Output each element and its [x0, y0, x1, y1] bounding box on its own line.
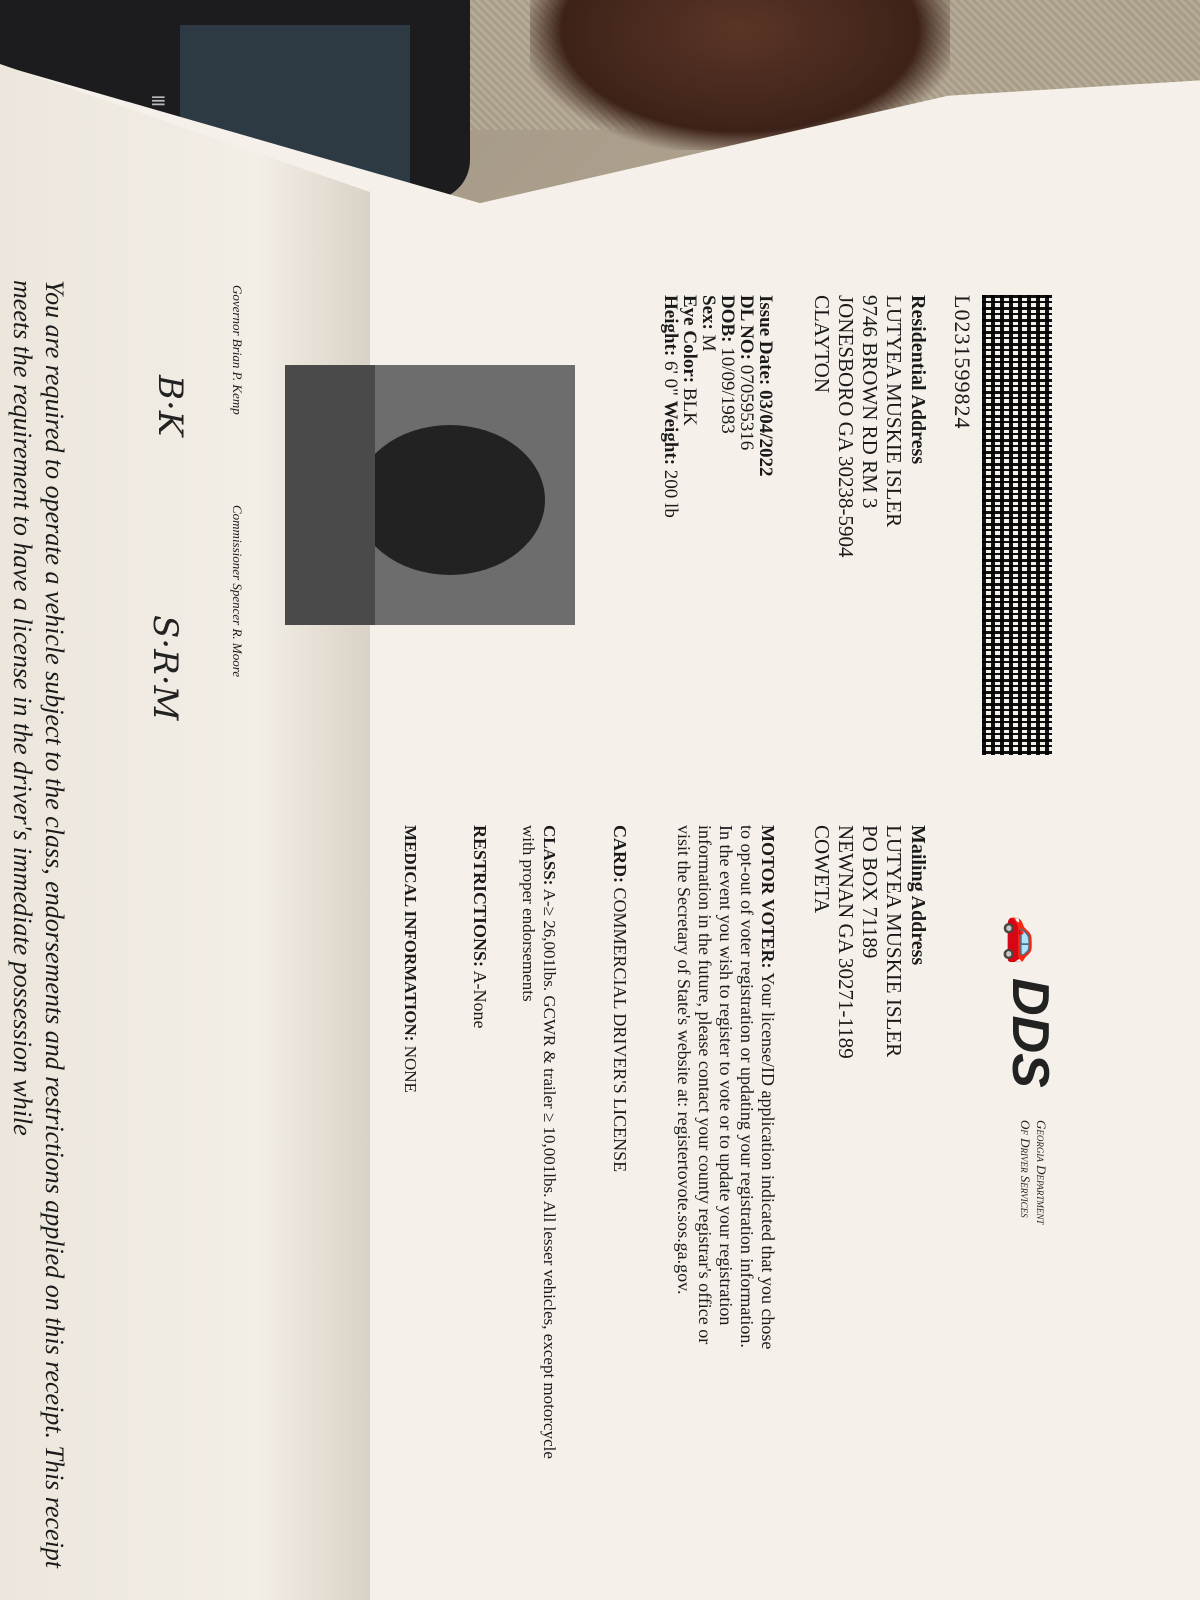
residential-address [810, 295, 930, 558]
date-of-birth: DOB: 10/09/1983 [717, 295, 738, 434]
residential-city: JONESBORO GA 30238-5904 [834, 295, 858, 558]
tablet-menu-icon: ≡ [150, 88, 167, 112]
issue-date: Issue Date: 03/04/2022 [755, 295, 776, 477]
motor-voter-notice: MOTOR VOTER: Your license/ID application indicated that you chose to opt-out of voter registration or updating your registration information. In the event you wish to register to vote or to update your registration information in the future, please contact your county registrar's office or visit the Secretary of State's website at: registertovote.sos.ga.gov. [674, 825, 778, 1350]
photo-shirt [285, 365, 375, 625]
commissioner-caption: Commissioner Spencer R. Moore [230, 505, 245, 678]
barcode-number: L0231599824 [950, 295, 975, 430]
barcode [982, 295, 1052, 755]
georgia-car-icon: 🚗 [1002, 915, 1048, 965]
residential-county: CLAYTON [810, 295, 834, 394]
possession-notice: You are required to operate a vehicle subject to the class, endorsements and restrictions applied on this receipt. This receipt meets the requirement to have a license in the driver's immediate possession while [8, 280, 69, 1569]
eye-color: Eye Color: BLK [679, 295, 700, 426]
governor-caption: Governor Brian P. Kemp [230, 285, 245, 415]
identity-details [661, 295, 775, 518]
dl-number: DL NO: 070595316 [736, 295, 757, 451]
mailing-name: LUTYEA MUSKIE ISLER [882, 825, 906, 1058]
residential-heading: Residential Address [907, 295, 929, 465]
mailing-heading: Mailing Address [907, 825, 929, 966]
commissioner-signature: S·R·M [145, 615, 185, 721]
mailing-pobox: PO BOX 71189 [858, 825, 882, 959]
license-photo [285, 365, 575, 625]
photo-head [355, 425, 545, 575]
governor-signature: B·K [150, 375, 190, 437]
mailing-city: NEWNAN GA 30271-1189 [834, 825, 858, 1059]
mailing-county: COWETA [810, 825, 834, 914]
license-class: CLASS: A-≥ 26,001lbs. GCWR & trailer ≥ 10,001lbs. All lesser vehicles, except motorcycle with proper endorsements [519, 825, 559, 1459]
rotated-document [0, 80, 1180, 1570]
logo-tagline: Georgia Department Of Driver Services [1018, 1120, 1049, 1225]
restrictions: RESTRICTIONS: A-None [470, 825, 490, 1029]
dds-logo [975, 910, 1065, 1230]
logo-abbrev: DDS [1001, 978, 1059, 1088]
mailing-address [810, 825, 930, 1059]
card-type: CARD: COMMERCIAL DRIVER'S LICENSE [610, 825, 630, 1173]
sex: Sex: M [698, 295, 719, 352]
signature-area [85, 285, 245, 985]
height-weight: Height: 6' 0" Weight: 200 lb [660, 295, 681, 518]
residential-street: 9746 BROWN RD RM 3 [858, 295, 882, 509]
medical-information: MEDICAL INFORMATION: NONE [401, 825, 420, 1093]
residential-name: LUTYEA MUSKIE ISLER [882, 295, 906, 528]
